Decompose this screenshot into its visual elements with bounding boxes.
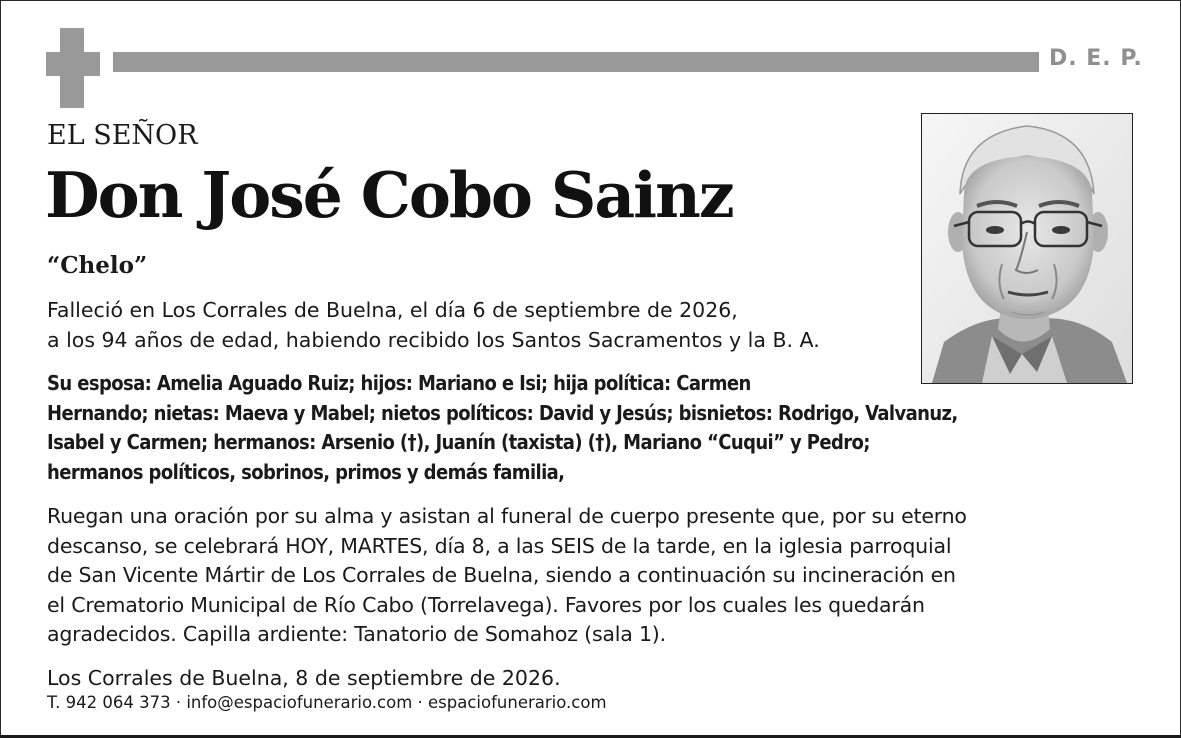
place-date: Los Corrales de Buelna, 8 de septiembre de 2026. <box>47 666 561 690</box>
death-notice-line: Falleció en Los Corrales de Buelna, el día 6 de septiembre de 2026, <box>47 298 738 322</box>
honorific: EL SEÑOR <box>47 120 198 151</box>
family-notice-line: Su esposa: Amelia Aguado Ruiz; hijos: Mariano e Isi; hija política: Carmen <box>47 371 751 395</box>
funeral-notice-line: de San Vicente Mártir de Los Corrales de Buelna, siendo a continuación su incineración en <box>47 563 956 587</box>
header-rule <box>113 52 1039 72</box>
funeral-notice-line: Ruegan una oración por su alma y asistan al funeral de cuerpo presente que, por su eterno <box>47 504 967 528</box>
family-notice-line: hermanos políticos, sobrinos, primos y demás familia, <box>47 459 565 484</box>
nickname: “Chelo” <box>47 252 148 279</box>
funeral-notice-line: el Crematorio Municipal de Río Cabo (Torrelavega). Favores por los cuales les quedarán <box>47 592 925 617</box>
family-notice-line: Isabel y Carmen; hermanos: Arsenio (†), Juanín (taxista) (†), Mariano “Cuqui” y Pedro; <box>47 430 870 454</box>
death-notice <box>47 295 820 355</box>
death-notice-line: a los 94 años de edad, habiendo recibido los Santos Sacramentos y la B. A. <box>47 328 820 352</box>
contact-info: T. 942 064 373 · info@espaciofunerario.com · espaciofunerario.com <box>47 693 607 712</box>
funeral-notice-line: descanso, se celebrará HOY, MARTES, día 8, a las SEIS de la tarde, en la iglesia parroquial <box>47 533 952 558</box>
dep-label: D. E. P. <box>1049 46 1143 71</box>
family-notice-line: Hernando; nietas: Maeva y Mabel; nietos políticos: David y Jesús; bisnietos: Rodrigo, Valvanuz, <box>47 400 958 425</box>
portrait-photo <box>921 113 1133 384</box>
deceased-name: Don José Cobo Sainz <box>45 158 733 232</box>
funeral-notice <box>47 502 967 650</box>
funeral-notice-line: agradecidos. Capilla ardiente: Tanatorio de Somahoz (sala 1). <box>47 622 666 646</box>
family-notice <box>47 369 958 487</box>
cross-icon <box>46 28 100 108</box>
